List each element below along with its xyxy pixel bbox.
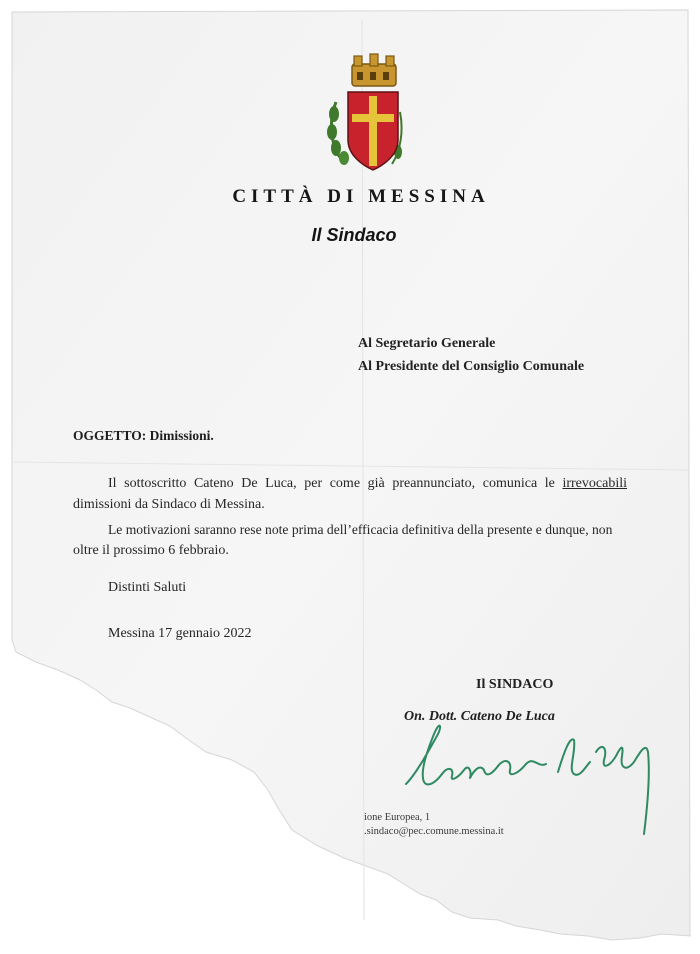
body-paragraph-1-line-2: dimissioni da Sindaco di Messina. [73, 497, 265, 512]
subject-label: OGGETTO: [73, 428, 147, 443]
body-paragraph-2-line-2: oltre il prossimo 6 febbraio. [73, 543, 229, 558]
footer-address: ione Europea, 1 [364, 812, 431, 823]
handwritten-signature-icon [398, 712, 678, 842]
place-and-date: Messina 17 gennaio 2022 [108, 626, 252, 641]
city-name-heading: CITTÀ DI MESSINA [232, 186, 490, 207]
body-paragraph-2-line-1: Le motivazioni saranno rese note prima dell’efficacia definitiva della presente e dunque, non [108, 522, 613, 537]
office-title: Il Sindaco [311, 225, 397, 245]
recipient-line: Al Presidente del Consiglio Comunale [358, 359, 585, 374]
recipient-line: Al Segretario Generale [358, 336, 496, 351]
body-paragraph-1-line-1 [108, 476, 627, 492]
signatory-name: On. Dott. Cateno De Luca [404, 709, 555, 724]
subject-text: Dimissioni. [149, 428, 214, 443]
signature-title: Il SINDACO [476, 677, 554, 692]
closing-salutation: Distinti Saluti [108, 580, 187, 595]
subject-line [73, 428, 214, 444]
underlined-word: irrevocabili [562, 476, 627, 491]
footer-email: .sindaco@pec.comune.messina.it [364, 826, 504, 837]
body-text: Il sottoscritto Cateno De Luca, per come già preannunciato, comunica le [108, 476, 555, 491]
messina-crest-icon [324, 52, 408, 176]
